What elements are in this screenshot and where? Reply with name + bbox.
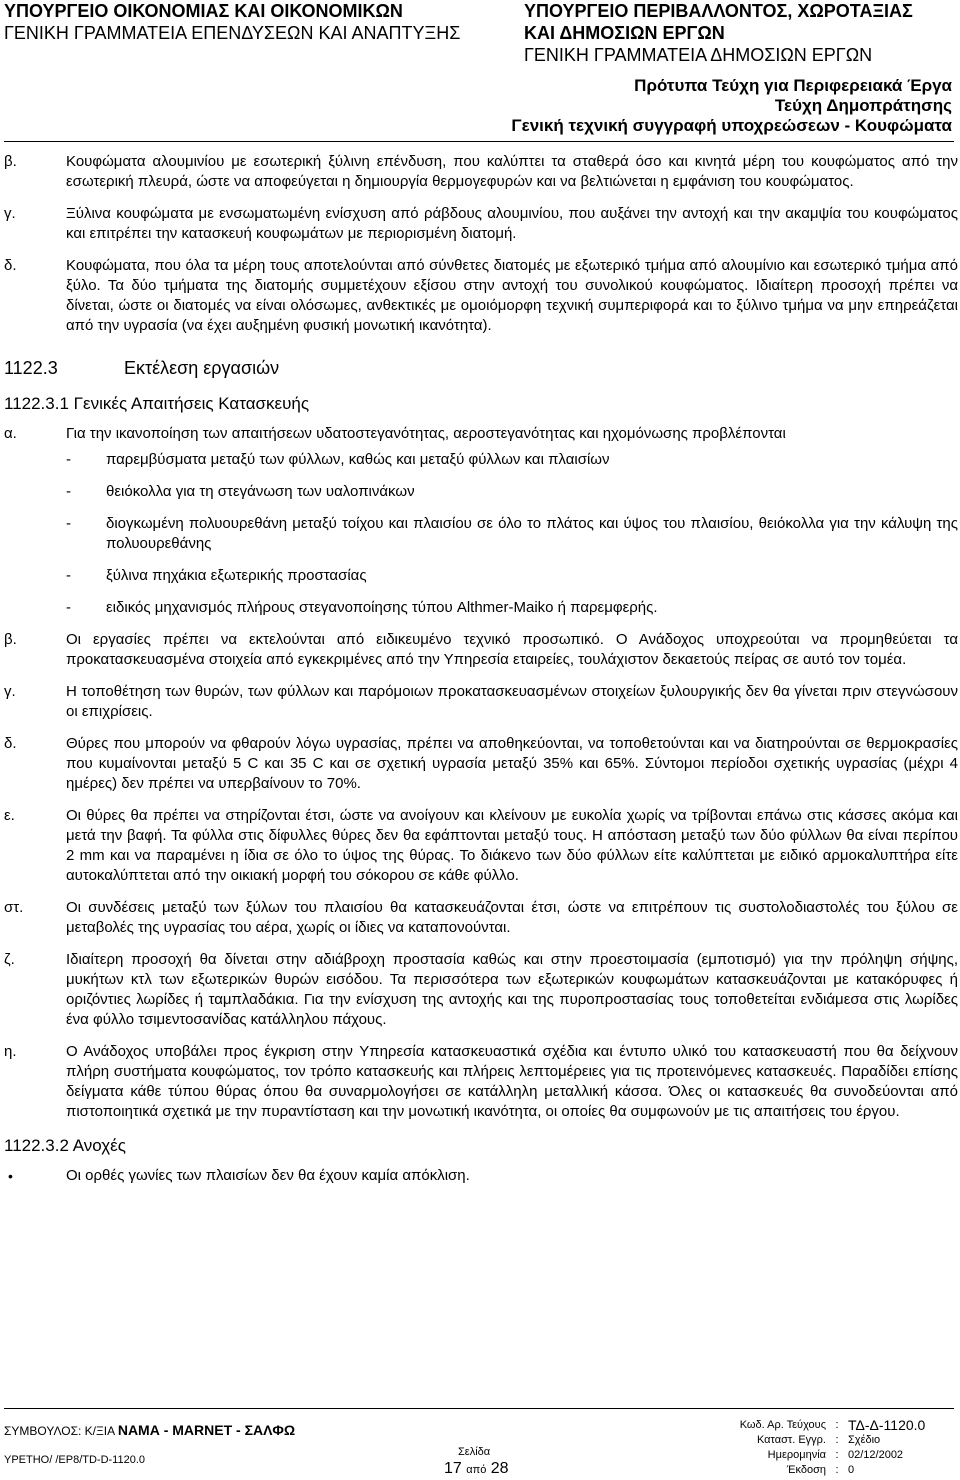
item-text: Ο Ανάδοχος υποβάλει προς έγκριση στην Υπηρεσία κατασκευαστικά σχέδια και έντυπο υλικό του κατασκευαστή που θα δείχνουν πλήρη συστήματα κουφώματος, τον τρόπο κατασκευής και πλήρεις λεπτομέρειες για τις προτεινόμενες κατασκευές. Παραδίδει επίσης δείγματα κάθε τύπου θύρας όπου θα συναρμολογήσει σε κατάλληλη μεταλλική κάσσα. Όλες οι κατασκευές θα συνοδεύονται από πιστοποιητικά σχετικά με την πυραντίσταση και την μονωτική ικανότητα, οι οποίες θα συμφωνούν με τις απαιτήσεις του έργου. [66, 1043, 958, 1120]
requirement-item [4, 950, 958, 1030]
secretariat-public-works: ΓΕΝΙΚΗ ΓΡΑΜΜΑΤΕΙΑ ΔΗΜΟΣΙΩΝ ΕΡΓΩΝ [524, 45, 873, 65]
list-item [4, 566, 958, 586]
header-left [4, 0, 474, 44]
requirement-item [4, 806, 958, 886]
dash-marker: - [66, 451, 71, 468]
item-text: Θύρες που μπορούν να φθαρούν λόγω υγρασίας, πρέπει να αποθηκεύονται, να τοποθετούνται και να διατηρούνται σε θερμοκρασίες που κυμαίνονται μεταξύ 5 C και 35 C και σε σχετική υγρασία μεταξύ 35% και 65%. Σύντομοι περίοδοι σχετικής υγρασίας (μέχρι 4 ημέρες) δεν πρέπει να υπερβαίνουν το 70%. [66, 735, 958, 792]
item-label: β. [4, 631, 17, 648]
dash-marker: - [66, 483, 71, 500]
list-item [4, 450, 958, 470]
metadata-colon: : [835, 1449, 839, 1461]
item-text: Ιδιαίτερη προσοχή θα δίνεται στην αδιάβροχη προστασία καθώς και στην προεστοιμασία (εμποτισμό) για την πρόληψη σήψης, μυκήτων κτλ των εξωτερικών θυρών εισόδου. Τα περισσότερα των εξωτερικών κουφωμάτων κατασκευάζονται με κατακόρυφες ή οριζόντιες λωρίδες ή ταμπλαδάκια. Για την ενίσχυση της αντοχής και της πυροπροστασίας τους τοποθετείται ενδιάμεσα στις λωρίδες ένα φύλλο τσιμεντοσανίδας κατάλληλου πάχους. [66, 951, 958, 1028]
document-titles [511, 76, 952, 136]
item-label: α. [4, 425, 17, 442]
item-alpha [4, 424, 958, 444]
list-item-text: διογκωμένη πολυουρεθάνη μεταξύ τοίχου και πλαισίου σε όλο το πλάτος και ύψος του πλαισίου, θειόκολλα για την κάλυψη της πολυουρεθάνης [106, 515, 958, 552]
item-text: Οι θύρες θα πρέπει να στηρίζονται έτσι, ώστε να ανοίγουν και κλείνουν με ευκολία χωρίς να τρίβονται επάνω στις κάσσες ακόμα και μετά την βαφή. Τα φύλλα στις δίφυλλες θύρες δεν θα εφάπτονται μεταξύ τους. Η απόσταση μεταξύ των δύο φύλλων θα είναι περίπου 2 mm και να παραμένει η ίδια σε όλο το ύψος της θύρας. Το διάκενο των δύο φύλλων είτε καλύπτεται με ειδικό αρμοκαλυπτήρα είτε αυτοκαλύπτεται από την οικιακή μορφή του σόκορου σε κάθε φύλλο. [66, 807, 958, 884]
requirements-items [4, 630, 958, 1122]
metadata-value: ΤΔ-Δ-1120.0 [848, 1417, 926, 1433]
dash-marker: - [66, 599, 71, 616]
requirement-item [4, 734, 958, 794]
metadata-value: Σχέδιο [848, 1434, 881, 1446]
advisor-label: ΣΥΜΒΟΥΛΟΣ: Κ/ΞΙΑ [4, 1424, 115, 1438]
ministry-environment-line2: ΚΑΙ ΔΗΜΟΣΙΩΝ ΕΡΓΩΝ [524, 23, 725, 43]
item-text: Η τοποθέτηση των θυρών, των φύλλων και παρόμοιων προκατασκευασμένων στοιχείων ξυλουργικής δεν θα γίνεται πριν στεγνώσουν οι επιχρίσεις. [66, 683, 958, 720]
subsection-title: Ανοχές [72, 1136, 126, 1155]
list-item-text: παρεμβύσματα μεταξύ των φύλλων, καθώς και μεταξύ φύλλων και πλαισίων [106, 451, 610, 468]
metadata-colon: : [835, 1419, 839, 1431]
document-series-title: Πρότυπα Τεύχη για Περιφερειακά Έργα [634, 76, 952, 95]
item-text: Ξύλινα κουφώματα με ενσωματωμένη ενίσχυση από ράβδους αλουμινίου, που αυξάνει την αντοχή και την ακαμψία του κουφώματος και επιτρέπει την κατασκευή κουφωμάτων με περιορισμένη διατομή. [66, 205, 958, 242]
list-item-text: ξύλινα πηχάκια εξωτερικής προστασίας [106, 567, 367, 584]
item-label: γ. [4, 683, 16, 700]
item-label: στ. [4, 899, 24, 916]
item-text: Οι συνδέσεις μεταξύ των ξύλων του πλαισίου θα κατασκευάζονται έτσι, ώστε να επιτρέπουν τις συστολοδιαστολές του ξύλου σε μεταβολές της υγρασίας του αέρα, χωρίς οι ίδιες να καταπονούνται. [66, 899, 958, 936]
document-subject-title: Γενική τεχνική συγγραφή υποχρεώσεων - Κουφώματα [511, 116, 952, 135]
intro-item [4, 152, 958, 192]
header-right [524, 0, 954, 66]
advisor [4, 1422, 295, 1438]
secretariat-investments: ΓΕΝΙΚΗ ΓΡΑΜΜΑΤΕΙΑ ΕΠΕΝΔΥΣΕΩΝ ΚΑΙ ΑΝΑΠΤΥΞΗΣ [4, 23, 461, 43]
subsection-heading-1 [4, 394, 958, 414]
item-label: ε. [4, 807, 15, 824]
metadata-colon: : [835, 1464, 839, 1476]
current-page: 17 [444, 1460, 462, 1477]
item-label: δ. [4, 257, 17, 274]
item-label: η. [4, 1043, 17, 1060]
document-metadata [716, 1418, 960, 1478]
header-divider [4, 141, 954, 142]
item-label: γ. [4, 205, 16, 222]
metadata-key: Ημερομηνία [767, 1449, 826, 1461]
metadata-value: 0 [848, 1464, 855, 1476]
metadata-row [716, 1463, 960, 1478]
item-text: Κουφώματα αλουμινίου με εσωτερική ξύλινη επένδυση, που καλύπτει τα σταθερά όσο και κινητά μέρη του κουφώματος από την εσωτερική πλευρά, ώστε να αποφεύγεται η δημιουργία θερμογεφυρών και να βελτιώνεται η εμφάνιση του κουφώματος. [66, 153, 958, 190]
metadata-key: Έκδοση [786, 1464, 826, 1476]
intro-items [4, 152, 958, 336]
intro-item [4, 256, 958, 336]
subsection-number: 1122.3.2 [4, 1136, 69, 1155]
page-label: Σελίδα [458, 1446, 491, 1458]
document-type-title: Τεύχη Δημοπράτησης [774, 96, 952, 115]
intro-item [4, 204, 958, 244]
list-item-text: θειόκολλα για τη στεγάνωση των υαλοπινάκων [106, 483, 415, 500]
metadata-key: Κωδ. Αρ. Τεύχους [739, 1419, 826, 1431]
item-label: δ. [4, 735, 17, 752]
page-of: από [466, 1464, 487, 1476]
dash-marker: - [66, 515, 71, 532]
footer-divider [4, 1408, 954, 1409]
ministry-economy: ΥΠΟΥΡΓΕΙΟ ΟΙΚΟΝΟΜΙΑΣ ΚΑΙ ΟΙΚΟΝΟΜΙΚΩΝ [4, 1, 403, 21]
item-text: Κουφώματα, που όλα τα μέρη τους αποτελούνται από σύνθετες διατομές με εξωτερικό τμήμα από αλουμίνιο και εσωτερικό τμήμα από ξύλο. Τα δύο τμήματα της διατομής συμμετέχουν εξίσου στην αντοχή του συνολικού κουφώματος. Ιδιαίτερη προσοχή πρέπει να δίνεται, ώστε οι διατομές να είναι ολόσωμες, ανθεκτικές με ομοιόμορφη τεχνική συμπεριφορά και το ξύλινο τμήμα να μην επηρεάζεται από την υγρασία (να έχει αυξημένη φυσική μονωτική ικανότητα). [66, 257, 958, 334]
file-code: ΥΡΕΤΗΟ/ /ΕΡ8/ΤD-D-1120.0 [4, 1454, 146, 1466]
metadata-colon: : [835, 1434, 839, 1446]
metadata-row [716, 1418, 960, 1433]
subsection-number: 1122.3.1 [4, 394, 69, 413]
metadata-row [716, 1433, 960, 1448]
list-item [4, 482, 958, 502]
section-heading [4, 358, 958, 378]
dash-marker: - [66, 567, 71, 584]
item-text: Οι εργασίες πρέπει να εκτελούνται από ειδικευμένο τεχνικό προσωπικό. Ο Ανάδοχος υποχρεούται να προμηθεύεται τα προκατασκευασμένα στοιχεία από εγκεκριμένες από την Υπηρεσία εταιρείες, τουλάχιστον δεκαετούς πείρας σε αυτό τον τομέα. [66, 631, 958, 668]
section-number: 1122.3 [4, 358, 58, 378]
requirement-item [4, 898, 958, 938]
list-item [4, 514, 958, 554]
requirement-item [4, 1042, 958, 1122]
requirement-item [4, 682, 958, 722]
advisor-name: ΝΑΜΑ - MARNET - ΣΑΛΦΩ [117, 1422, 296, 1438]
footer [4, 1412, 958, 1478]
item-label: ζ. [4, 951, 15, 968]
page-number [444, 1460, 509, 1478]
ministry-environment-line1: ΥΠΟΥΡΓΕΙΟ ΠΕΡΙΒΑΛΛΟΝΤΟΣ, ΧΩΡΟΤΑΞΙΑΣ [524, 1, 913, 21]
document-body [4, 152, 958, 1190]
list-item [4, 598, 958, 618]
item-text: Για την ικανοποίηση των απαιτήσεων υδατοστεγανότητας, αεροστεγανότητας και ηχομόνωσης προβλέπονται [66, 425, 786, 442]
tolerance-bullet [4, 1166, 958, 1186]
metadata-value: 02/12/2002 [848, 1449, 904, 1461]
subsection-title: Γενικές Απαιτήσεις Κατασκευής [73, 394, 310, 413]
subsection-heading-2 [4, 1136, 958, 1156]
item-label: β. [4, 153, 17, 170]
bullet-icon: • [8, 1168, 13, 1184]
list-item-text: ειδικός μηχανισμός πλήρους στεγανοποίησης τύπου Althmer-Maiko ή παρεμφερής. [106, 599, 658, 616]
total-pages: 28 [490, 1460, 509, 1477]
metadata-key: Καταστ. Εγγρ. [756, 1434, 826, 1446]
metadata-row [716, 1448, 960, 1463]
bullet-text: Οι ορθές γωνίες των πλαισίων δεν θα έχουν καμία απόκλιση. [66, 1167, 470, 1184]
section-title: Εκτέλεση εργασιών [124, 358, 280, 378]
requirement-item [4, 630, 958, 670]
requirements-list [4, 450, 958, 618]
